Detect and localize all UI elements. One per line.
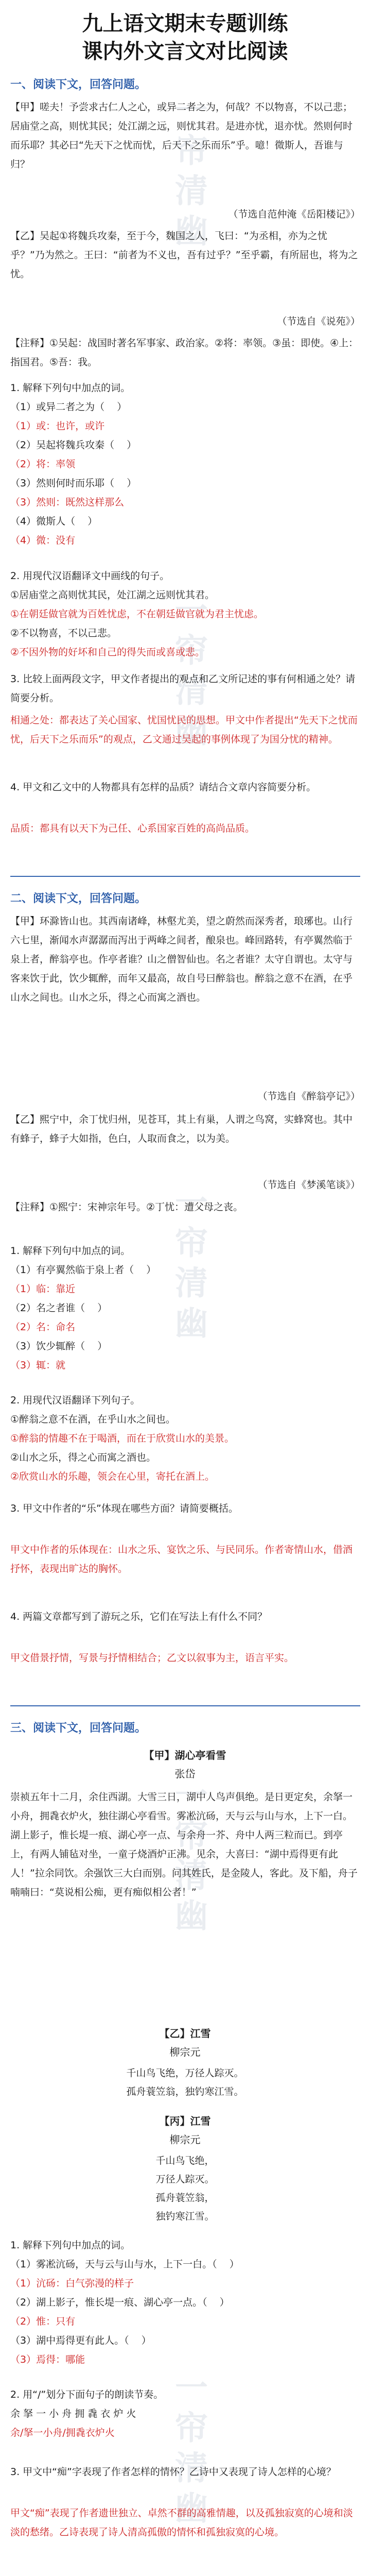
question: 2. 用现代汉语翻译文中画线的句子。 xyxy=(10,570,170,582)
answer: ②不因外物的好坏和自己的得失而或喜或悲。 xyxy=(10,647,205,658)
poem-c: 千山鸟飞绝， 万径人踪灭。 孤舟蓑笠翁， 独钓寒江雪。 xyxy=(155,2155,215,2222)
question: ②不以物喜，不以己悲。 xyxy=(10,628,117,639)
answer: ①在朝廷做官就为百姓忧虑，不在朝廷做官就为君主忧虑。 xyxy=(10,608,264,620)
watermark: 一帘清幽 xyxy=(169,2370,208,2531)
source-a: （节选自范仲淹《岳阳楼记》） xyxy=(228,209,360,220)
source-b: （节选自《梦溪笔谈》） xyxy=(257,1179,360,1191)
answer: （1）或：也许，或许 xyxy=(10,420,105,432)
answer: ①醉翁的情趣不在于喝酒，而在于欣赏山水的美景。 xyxy=(10,1433,235,1444)
question: （2）湖上影子，惟长堤一痕、湖心亭一点。（ ） xyxy=(10,2297,230,2308)
question: （1）或异二者之为（ ） xyxy=(10,401,127,413)
answer: （3）辄：就 xyxy=(10,1360,66,1371)
source-b: （节选自《说苑》） xyxy=(277,316,360,327)
poem-b: 千山鸟飞绝，万径人踪灭。 孤舟蓑笠翁，独钓寒江雪。 xyxy=(126,2067,244,2097)
page-title-line1: 九上语文期末专题训练 xyxy=(82,12,288,36)
question: （2）吴起将魏兵攻秦（ ） xyxy=(10,439,137,451)
poem-author-a: 张岱 xyxy=(174,1768,196,1780)
watermark: 一帘清幽 xyxy=(169,93,208,253)
note: 【注释】①吴起：战国时著名军事家、政治家。②将：率领。③虽：即使。④上：指国君。⑤吾：我。 xyxy=(10,337,359,368)
question: 1. 解释下列句中加点的词。 xyxy=(10,2240,131,2251)
question: 3. 甲文中“痴”字表现了作者怎样的情怀？乙诗中又表现了诗人怎样的心境？ xyxy=(10,2466,336,2478)
answer: （4）微：没有 xyxy=(10,535,76,546)
watermark: 一帘清幽 xyxy=(169,1185,208,1346)
poem-title-c: 【丙】江雪 xyxy=(159,2115,211,2127)
source-a: （节选自《醉翁亭记》） xyxy=(257,1091,360,1102)
divider xyxy=(10,1705,360,1706)
section-heading: 三、阅读下文，回答问题。 xyxy=(10,1722,147,1735)
question: 4. 甲文和乙文中的人物都具有怎样的品质？请结合文章内容简要分析。 xyxy=(10,782,316,793)
question: 4. 两篇文章都写到了游玩之乐，它们在写法上有什么不同？ xyxy=(10,1611,268,1622)
question: 余 拏 一 小 舟 拥 毳 衣 炉 火 xyxy=(10,2408,136,2419)
question: （1）有亭翼然临于泉上者（ ） xyxy=(10,1264,156,1276)
answer: （3）然则：既然这样那么 xyxy=(10,497,125,508)
answer: （2）惟：只有 xyxy=(10,2316,76,2327)
passage-a: 【甲】环滁皆山也。其西南诸峰，林壑尤美，望之蔚然而深秀者，琅琊也。山行六七里，渐闻水声潺潺而泻出于两峰之间者，酿泉也。峰回路转，有亭翼然临于泉上者，醉翁亭也。作亭者谁？山之僧智仙也。名之者谁？太守自谓也。太守与客来饮于此，饮少辄醉，而年又最高，故自号曰醉翁也。醉翁之意不在酒，在乎山水之间也。山水之乐，得之心而寓之酒也。 xyxy=(10,916,353,1003)
question: 3. 比较上面两段文字，甲文作者提出的观点和乙文所记述的事有何相通之处？请简要分析。 xyxy=(10,673,356,704)
question: 1. 解释下列句中加点的词。 xyxy=(10,1245,131,1257)
question: 2. 用“/”划分下面句子的朗读节奏。 xyxy=(10,2389,164,2400)
answer: 相通之处：都表达了关心国家、忧国忧民的思想。甲文中作者提出“先天下之忧而忧，后天下之乐而乐”的观点，乙文通过吴起的事例体现了为国分忧的精神。 xyxy=(10,715,358,745)
watermark: 一帘清幽 xyxy=(169,1777,208,1938)
passage-b: 【乙】吴起①将魏兵攻秦，至于今，魏国之人，飞曰：“为丞相，亦为之忧乎？”乃为然之。王曰：“前者为不义也，吾有过乎？”至乎霸，有所屈也，将为之忧。 xyxy=(10,230,358,280)
question: （4）微斯人（ ） xyxy=(10,516,98,527)
answer: 余/拏一小舟/拥毳衣炉火 xyxy=(10,2427,115,2438)
answer: 品质：都具有以天下为己任、心系国家百姓的高尚品质。 xyxy=(10,823,255,834)
answer: ②欣赏山水的乐趣，领会在心里，寄托在酒上。 xyxy=(10,1471,215,1482)
answer: （2）名：命名 xyxy=(10,1321,76,1333)
poem-title-b: 【乙】江雪 xyxy=(159,2027,211,2040)
answer: 甲文“痴”表现了作者遗世独立、卓然不群的高雅情趣，以及孤独寂寞的心境和淡淡的愁绪。乙诗表现了诗人清高孤傲的情怀和孤独寂寞的心境。 xyxy=(10,2507,353,2538)
passage-a: 崇祯五年十二月，余住西湖。大雪三日，湖中人鸟声俱绝。是日更定矣，余拏一小舟，拥毳衣炉火，独往湖心亭看雪。雾凇沆砀，天与云与山与水，上下一白。湖上影子，惟长堤一痕、湖心亭一点、与余舟一芥、舟中人两三粒而已。到亭上，有两人铺毡对坐，一童子烧酒炉正沸。见余，大喜曰：“湖中焉得更有此人！”拉余同饮。余强饮三大白而别。问其姓氏，是金陵人，客此。及下船，舟子喃喃曰：“莫说相公痴，更有痴似相公者！” xyxy=(10,1791,358,1898)
question: （3）然则何时而乐耶（ ） xyxy=(10,478,137,489)
question: （3）湖中焉得更有此人。（ ） xyxy=(10,2335,151,2346)
answer: （1）沆砀：白气弥漫的样子 xyxy=(10,2278,134,2289)
answer: （2）将：率领 xyxy=(10,459,76,470)
passage-b: 【乙】熙宁中，余丁忧归州，见苍耳，其上有巢，人谓之鸟窝，实蜂窝也。其中有蜂子，蜂子大如指，色白，人取而食之，以为美。 xyxy=(10,1114,353,1144)
watermark: 一帘清幽 xyxy=(169,592,208,753)
answer: 甲文中作者的乐体现在：山水之乐、宴饮之乐、与民同乐。作者寄情山水，借酒抒怀，表现出旷达的胸怀。 xyxy=(10,1544,353,1574)
page-title-line2: 课内外文言文对比阅读 xyxy=(82,40,288,63)
answer: （1）临：靠近 xyxy=(10,1283,76,1295)
answer: （3）焉得：哪能 xyxy=(10,2354,85,2365)
poem-author-b: 柳宗元 xyxy=(169,2046,201,2058)
question: ①居庙堂之高则忧其民，处江湖之远则忧其君。 xyxy=(10,589,215,601)
section-heading: 一、阅读下文，回答问题。 xyxy=(10,78,147,91)
passage-a: 【甲】嗟夫！予尝求古仁人之心，或异二者之为，何哉？不以物喜，不以己悲；居庙堂之高，则忧其民；处江湖之远，则忧其君。是进亦忧，退亦忧。然则何时而乐耶？其必曰“先天下之忧而忧，后天下之乐而乐”乎。噫！微斯人，吾谁与归？ xyxy=(10,101,353,170)
note: 【注释】①熙宁：宋神宗年号。②丁忧：遭父母之丧。 xyxy=(10,1201,243,1213)
section-heading: 二、阅读下文，回答问题。 xyxy=(10,892,147,905)
question: （1）雾凇沆砀，天与云与山与水，上下一白。（ ） xyxy=(10,2259,239,2270)
poem-author-c: 柳宗元 xyxy=(169,2133,201,2146)
poem-title-a: 【甲】湖心亭看雪 xyxy=(144,1749,226,1761)
question: （3）饮少辄醉（ ） xyxy=(10,1341,108,1352)
question: （2）名之者谁（ ） xyxy=(10,1302,108,1314)
question: 2. 用现代汉语翻译下列句子。 xyxy=(10,1395,140,1406)
question: 1. 解释下列句中加点的词。 xyxy=(10,382,131,394)
question: ①醉翁之意不在酒，在乎山水之间也。 xyxy=(10,1414,176,1425)
answer: 甲文借景抒情，写景与抒情相结合；乙文以叙事为主，语言平实。 xyxy=(10,1652,294,1664)
divider xyxy=(10,876,360,877)
question: 3. 甲文中作者的“乐”体现在哪些方面？请简要概括。 xyxy=(10,1503,238,1514)
question: ②山水之乐，得之心而寓之酒也。 xyxy=(10,1452,156,1463)
